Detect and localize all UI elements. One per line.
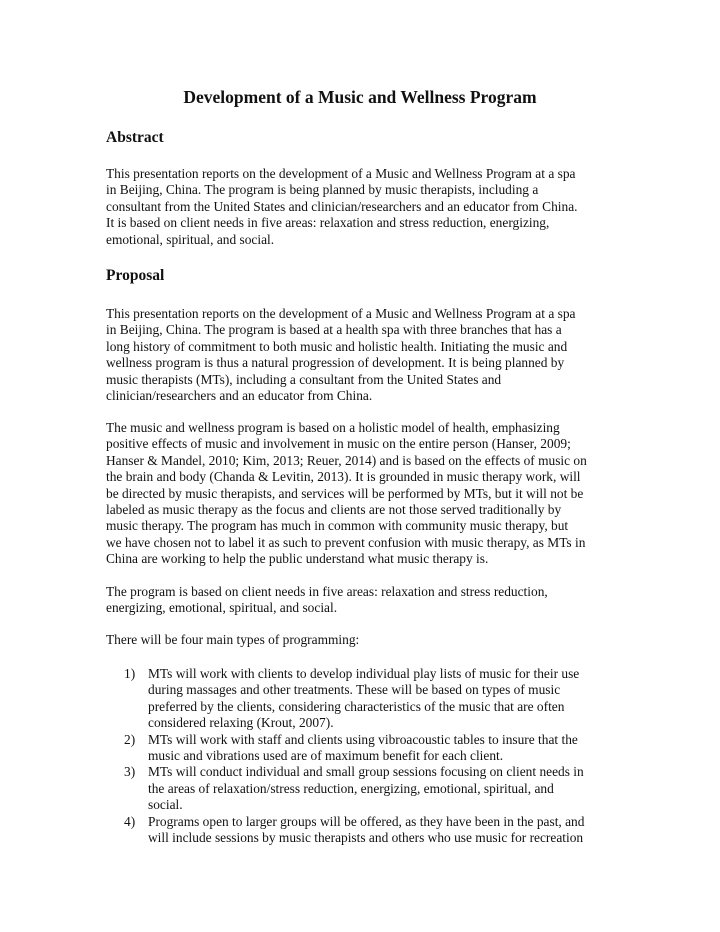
text-line: energizing, emotional, spiritual, and social.: [106, 600, 338, 616]
text-line: Programs open to larger groups will be offered, as they have been in the past, and: [148, 813, 585, 829]
abstract-heading: Abstract: [106, 129, 164, 146]
proposal-paragraph-4: [106, 632, 626, 648]
list-number: 4): [124, 813, 136, 829]
proposal-paragraph-3: [106, 584, 626, 617]
text-line: MTs will conduct individual and small group sessions focusing on client needs in: [148, 764, 584, 780]
text-line: the brain and body (Chanda & Levitin, 2013). It is grounded in music therapy work, will: [106, 469, 581, 485]
list-number: 1): [124, 666, 136, 681]
document-title: Development of a Music and Wellness Program: [183, 87, 537, 107]
programming-list: [124, 666, 624, 846]
text-line: social.: [148, 797, 183, 813]
list-item: [124, 732, 624, 765]
text-line: will include sessions by music therapists and others who use music for recreation: [148, 830, 584, 846]
text-line: consultant from the United States and clinician/researchers and an educator from China.: [106, 198, 578, 214]
text-line: be directed by music therapists, and services will be performed by MTs, but it will not be: [106, 485, 584, 501]
text-line: the areas of relaxation/stress reduction, energizing, emotional, spiritual, and: [148, 780, 554, 796]
text-line: preferred by the clients, considering characteristics of the music that are often: [148, 698, 565, 714]
list-number: 3): [124, 764, 136, 780]
text-line: labeled as music therapy as the focus and clients are not those served traditionally by: [106, 502, 562, 518]
proposal-paragraph-1: [106, 306, 626, 404]
text-line: long history of commitment to both music and holistic health. Initiating the music and: [106, 338, 568, 354]
proposal-heading: Proposal: [106, 267, 165, 284]
text-line: MTs will work with clients to develop individual play lists of music for their use: [148, 666, 580, 681]
list-number: 2): [124, 731, 136, 747]
text-line: The program is based on client needs in five areas: relaxation and stress reduction,: [106, 584, 548, 599]
text-line: wellness program is thus a natural progression of development. It is being planned by: [106, 355, 565, 371]
text-line: MTs will work with staff and clients using vibroacoustic tables to insure that the: [148, 731, 578, 747]
text-line: China are working to help the public understand what music therapy is.: [106, 551, 489, 567]
text-line: This presentation reports on the development of a Music and Wellness Program at a spa: [106, 166, 576, 181]
text-line: in Beijing, China. The program is based at a health spa with three branches that has a: [106, 322, 562, 338]
text-line: This presentation reports on the development of a Music and Wellness Program at a spa: [106, 306, 576, 321]
text-line: emotional, spiritual, and social.: [106, 231, 275, 247]
text-line: during massages and other treatments. These will be based on types of music: [148, 682, 561, 698]
text-line: considered relaxing (Krout, 2007).: [148, 715, 334, 731]
text-line: There will be four main types of programming:: [106, 632, 360, 647]
list-item: [124, 764, 624, 813]
text-line: positive effects of music and involvement in music on the entire person (Hanser, 2009;: [106, 436, 571, 452]
text-line: It is based on client needs in five areas: relaxation and stress reduction, energizing,: [106, 215, 550, 231]
text-line: Hanser & Mandel, 2010; Kim, 2013; Reuer, 2014) and is based on the effects of music on: [106, 452, 587, 468]
text-line: music and vibrations used are of maximum benefit for each client.: [148, 748, 504, 764]
abstract-paragraph: [106, 166, 626, 248]
proposal-paragraph-2: [106, 420, 626, 568]
text-line: music therapists (MTs), including a consultant from the United States and: [106, 371, 502, 387]
text-line: in Beijing, China. The program is being planned by music therapists, including a: [106, 182, 539, 198]
list-item: [124, 814, 624, 847]
text-line: The music and wellness program is based on a holistic model of health, emphasizing: [106, 420, 560, 435]
text-line: music therapy. The program has much in common with community music therapy, but: [106, 518, 569, 534]
text-line: we have chosen not to label it as such to prevent confusion with music therapy, as MTs in: [106, 534, 586, 550]
text-line: clinician/researchers and an educator from China.: [106, 388, 373, 404]
list-item: [124, 666, 624, 732]
